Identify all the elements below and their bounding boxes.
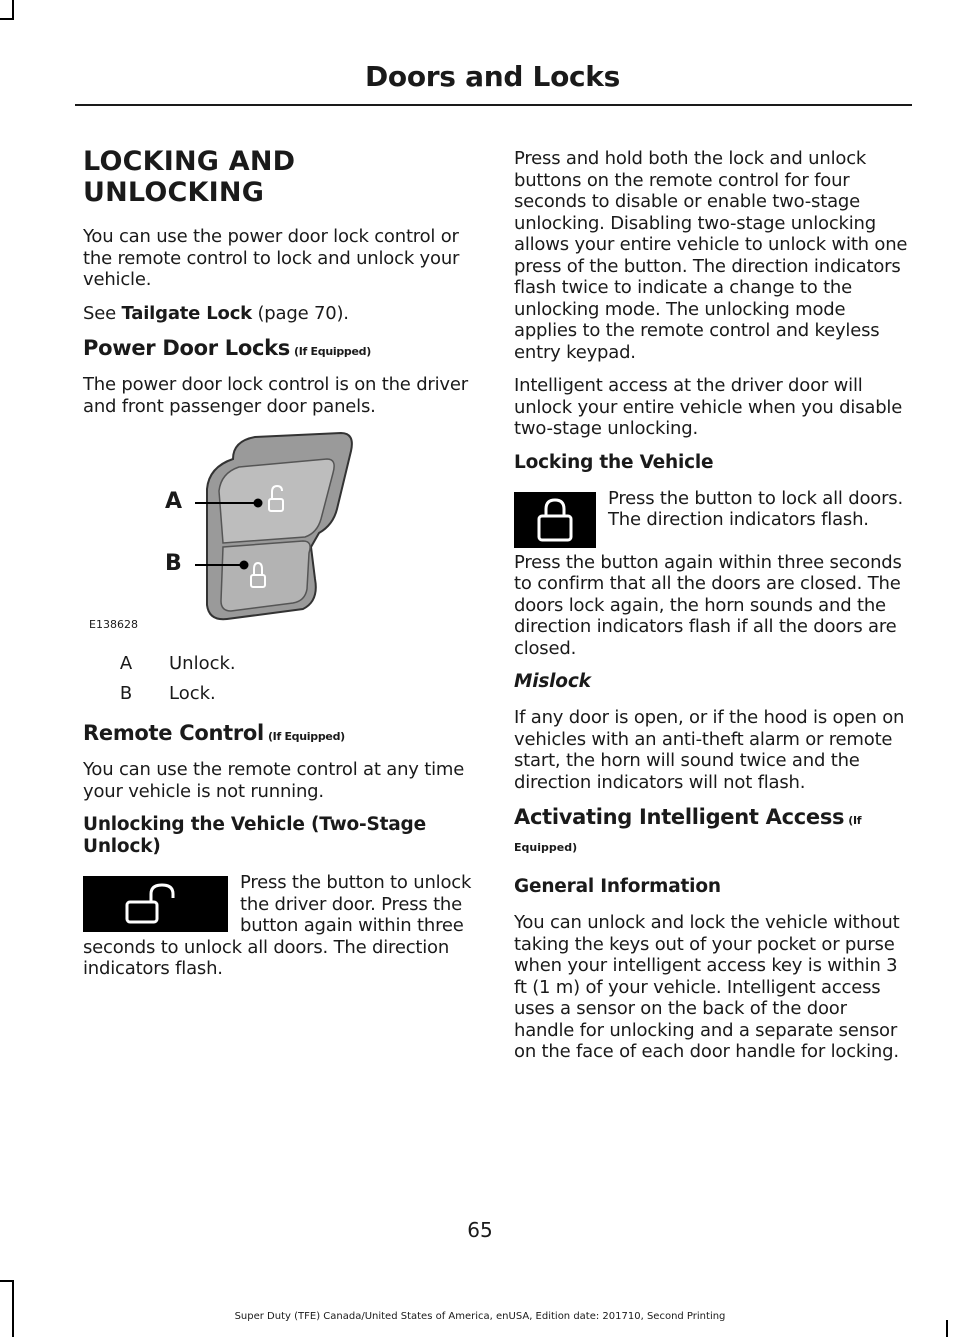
legend-row: A Unlock. bbox=[119, 653, 236, 674]
crop-mark bbox=[12, 1280, 14, 1337]
lock-icon bbox=[514, 492, 596, 548]
locking-heading: Locking the Vehicle bbox=[514, 451, 714, 473]
section-title: LOCKING AND UNLOCKING bbox=[83, 146, 296, 208]
remote-control-heading: Remote Control (If Equipped) bbox=[83, 721, 345, 745]
general-information-heading: General Information bbox=[514, 876, 721, 897]
power-door-locks-heading: Power Door Locks (If Equipped) bbox=[83, 336, 371, 360]
intro-paragraph: You can use the power door lock control or the remote control to lock and unlock your vehicle. bbox=[83, 226, 460, 290]
figure-legend bbox=[83, 649, 483, 709]
activating-heading: Activating Intelligent Access (If bbox=[514, 805, 862, 829]
callout-a: A bbox=[165, 489, 183, 514]
callout-b: B bbox=[165, 551, 182, 576]
locking-text: Press the button to lock all doors. The direction indicators flash. bbox=[608, 487, 904, 530]
door-lock-switch-figure bbox=[83, 429, 483, 637]
activating-equipped-note: Equipped) bbox=[514, 841, 578, 854]
mislock-text: If any door is open, or if the hood is open on vehicles with an anti-theft alarm or remote start, the horn will sound twice and the direction indicators will not flash. bbox=[514, 707, 905, 793]
crop-mark bbox=[946, 1320, 948, 1337]
right-column bbox=[514, 148, 909, 1075]
page-number: 65 bbox=[467, 1218, 493, 1242]
unlocking-text: Press the button to unlock the driver door. Press the button again within three seconds to unlock all doors. The direction indicators flash. bbox=[83, 872, 472, 979]
remote-control-text: You can use the remote control at any time your vehicle is not running. bbox=[83, 759, 465, 802]
legend-row: B Lock. bbox=[119, 683, 216, 704]
unlocking-heading: Unlocking the Vehicle (Two-Stage Unlock) bbox=[83, 814, 426, 857]
crop-mark bbox=[0, 1280, 14, 1282]
footer-edition: Super Duty (TFE) Canada/United States of America, enUSA, Edition date: 201710, Second Printing bbox=[234, 1311, 726, 1322]
crop-mark bbox=[12, 0, 14, 18]
tailgate-lock-link[interactable]: Tailgate Lock bbox=[121, 302, 252, 324]
left-column bbox=[83, 146, 483, 992]
see-reference: See Tailgate Lock (page 70). bbox=[83, 302, 349, 324]
figure-code: E138628 bbox=[89, 618, 138, 631]
door-lock-switch-illustration bbox=[83, 429, 483, 637]
locking-confirm-text: Press the button again within three seconds to confirm that all the doors are closed. The doors lock again, the horn sounds and the direction indicators flash if all the doors are closed. bbox=[514, 551, 902, 659]
power-door-locks-text: The power door lock control is on the driver and front passenger door panels. bbox=[83, 374, 468, 417]
mislock-heading: Mislock bbox=[514, 671, 591, 692]
page-header-title: Doors and Locks bbox=[364, 60, 620, 93]
unlock-icon bbox=[83, 876, 228, 932]
crop-mark bbox=[0, 18, 14, 20]
intelligent-access-text: Intelligent access at the driver door will unlock your entire vehicle when you disable two-stage unlocking. bbox=[514, 375, 903, 439]
header-rule bbox=[75, 104, 912, 106]
general-information-text: You can unlock and lock the vehicle without taking the keys out of your pocket or purse when your intelligent access key is within 3 ft (1 m) of your vehicle. Intelligent access uses a sensor on the back of the door handle for unlocking and a separate sensor on the face of each door handle for locking. bbox=[514, 912, 900, 1062]
two-stage-text: Press and hold both the lock and unlock buttons on the remote control for four seconds to disable or enable two-stage unlocking. Disabling two-stage unlocking allows your entire vehicle to unlock with one press of the button. The direction indicators flash twice to indicate a change to the unlocking mode. The unlocking mode applies to the remote control and keyless entry keypad. bbox=[514, 148, 908, 363]
